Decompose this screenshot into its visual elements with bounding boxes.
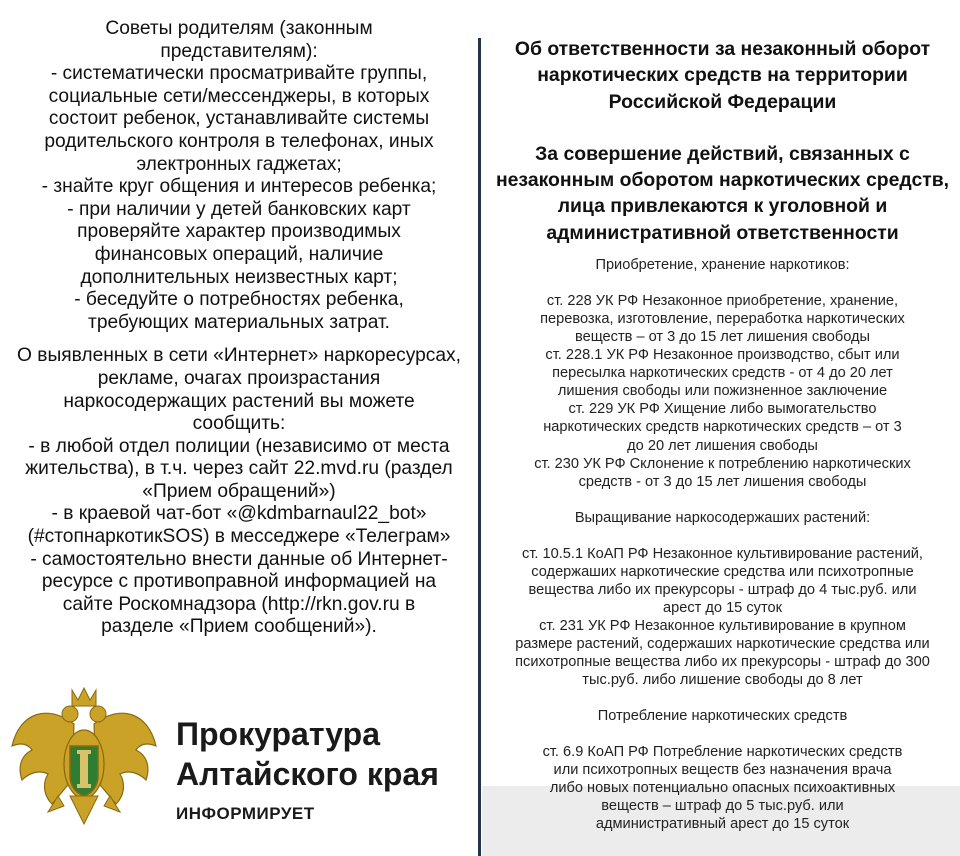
report-resources-text: О выявленных в сети «Интернет» наркоресурсах, рекламе, очагах произрастания наркосодержащих растений вы можете сообщить: - в любой отдел полиции (независимо от места жительства), в т.ч. через сайт 22.mvd.ru (раздел «Прием обращений») - в краевой чат-бот «@kdmbarnaul22_bot» (#стопнаркотикSOS) в месседжере «Телеграм» - самостоятельно внести данные об Интернет- ресурсе с противоправной информацией на сайте Роскомнадзора (http://rkn.gov.ru в разделе «Прием сообщений»). bbox=[17, 345, 461, 638]
organization-informs-label: ИНФОРМИРУЕТ bbox=[176, 804, 315, 823]
section-consumption-body: ст. 6.9 КоАП РФ Потребление наркотических средств или психотропных веществ без назначения врача либо новых потенциально опасных психоактивных веществ – штраф до 5 тыс.руб. или административный арест до 15 суток bbox=[542, 744, 903, 833]
parents-advice-text: Советы родителям (законным представителям): - систематически просматривайте группы, социальные сети/мессенджеры, в которых состоит ребенок, устанавливайте системы родительского контроля в телефонах, иных электронных гаджетах; - знайте круг общения и интересов ребенка; - при наличии у детей банковских карт проверяйте характер производимых финансовых операций, наличие дополнительных неизвестных карт; - беседуйте о потребностях ребенка, требующих материальных затрат. bbox=[41, 18, 437, 333]
section-acquisition-body: ст. 228 УК РФ Незаконное приобретение, хранение, перевозка, изготовление, переработка наркотических веществ – от 3 до 15 лет лишения свободы ст. 228.1 УК РФ Незаконное производство, сбыт или пересылка наркотических средств - от 4 до 20 лет лишения свободы или пожизненное заключение ст. 229 УК РФ Хищение либо вымогательство наркотических средств наркотических средств – от 3 до 20 лет лишения свободы ст. 230 УК РФ Склонение к потреблению наркотических средств - от 3 до 15 лет лишения свободы bbox=[534, 293, 911, 490]
parents-advice-column bbox=[0, 18, 478, 639]
liability-column bbox=[485, 36, 960, 856]
organization-name: Прокуратура Алтайского края bbox=[176, 716, 439, 792]
column-divider bbox=[478, 38, 481, 856]
prosecutor-eagle-emblem-icon bbox=[8, 684, 160, 834]
liability-subtitle: За совершение действий, связанных с незаконным оборотом наркотических средств, лица привлекаются к уголовной и административной ответственности bbox=[495, 142, 950, 244]
section-consumption-heading: Потребление наркотических средств bbox=[597, 708, 848, 725]
section-acquisition-heading: Приобретение, хранение наркотиков: bbox=[595, 257, 850, 274]
liability-title: Об ответственности за незаконный оборот наркотических средств на территории Российской Федерации bbox=[514, 38, 931, 113]
section-cultivation-body: ст. 10.5.1 КоАП РФ Незаконное культивирование растений, содержаших наркотические средства или психотропные вещества либо их прекурсоры - штраф до 4 тыс.руб. или арест до 15 суток ст. 231 УК РФ Незаконное культивирование в крупном размере растений, содержаших наркотические средства или психотропные вещества либо их прекурсоры - штраф до 300 тыс.руб. либо лишение свободы до 8 лет bbox=[515, 545, 930, 689]
section-cultivation-heading: Выращивание наркосодержаших растений: bbox=[574, 509, 871, 526]
